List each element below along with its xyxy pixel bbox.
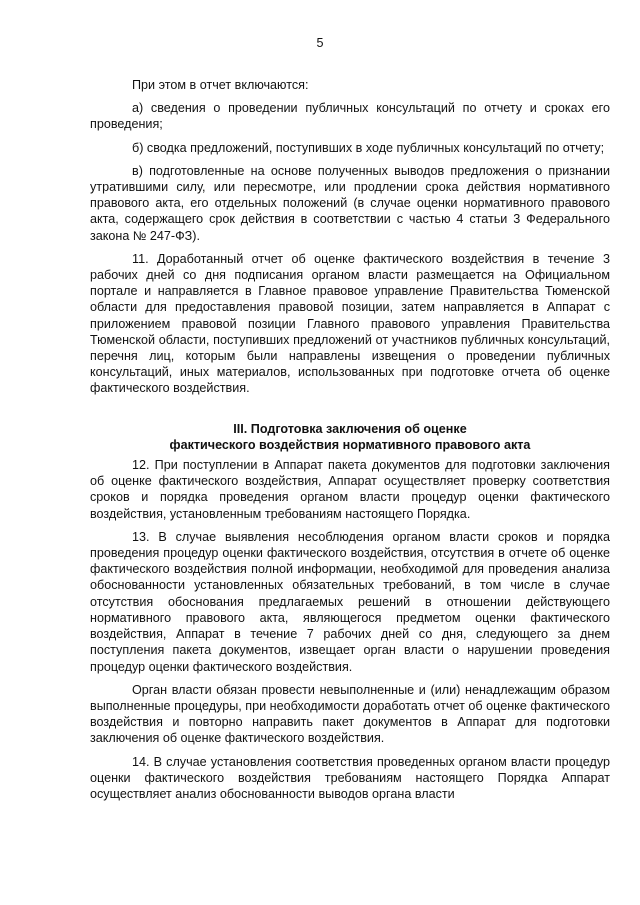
paragraph-item-a: а) сведения о проведении публичных консультаций по отчету и сроках его проведения; [90,101,610,132]
paragraph-intro: При этом в отчет включаются: [132,78,309,92]
section-heading [90,421,610,453]
paragraph-item-b: б) сводка предложений, поступивших в ходе публичных консультаций по отчету; [132,140,605,155]
document-body [90,77,610,809]
section-heading-line-1: III. Подготовка заключения об оценке [233,421,467,436]
paragraph-13: 13. В случае выявления несоблюдения органом власти сроков и порядка проведения процедур оценки фактического воздействия, отсутствия в отчете об оценке фактического воздействия полной информации, необходимой для проведения анализа обоснованности установленных обязательных требований, в том числе в случае отсутствия обоснования предлагаемых решений в отношении действующего нормативного правового акта, являющегося предметом оценки фактического воздействия, Аппарат в течение 7 рабочих дней со дня, следующего за днем поступления пакета документов, извещает орган власти о нарушении проведения процедур оценки фактического воздействия. [90,529,610,674]
paragraph-14: 14. В случае установления соответствия проведенных органом власти процедур оценки фактического воздействия требованиям настоящего Порядка Аппарат осуществляет анализ обоснованности выводов органа власти [90,754,610,801]
paragraph-11: 11. Доработанный отчет об оценке фактического воздействия в течение 3 рабочих дней со дня подписания органом власти размещается на Официальном портале и направляется в Главное правовое управление Правительства Тюменской области для предоставления правовой позиции, затем направляется в Аппарат с приложением правовой позиции Главного правового управления Правительства Тюменской области, поступивших предложений от участников публичных консультаций, перечня лиц, которым были направлены извещения о проведении публичных консультаций, иных материалов, использованных при подготовке отчета об оценке фактического воздействия. [90,251,610,396]
paragraph-12: 12. При поступлении в Аппарат пакета документов для подготовки заключения об оценке фактического воздействия, Аппарат осуществляет проверку соответствия сроков и порядка проведения органом власти процедур оценки фактического воздействия, установленным требованиям настоящего Порядка. [90,458,610,521]
section-heading-line-2: фактического воздействия нормативного правового акта [169,437,531,452]
paragraph-13-continuation: Орган власти обязан провести невыполненные и (или) ненадлежащим образом выполненные процедуры, при необходимости доработать отчет об оценке фактического воздействия и повторно направить пакет документов в Аппарат для подготовки заключения об оценке фактического воздействия. [90,682,610,746]
paragraph-item-v: в) подготовленные на основе полученных выводов предложения о признании утратившими силу, или пересмотре, или продлении срока действия нормативного правового акта, его отдельных положений (в случае оценки нормативного правового акта, содержащего срок действия в соответствии с частью 4 статьи 3 Федерального закона № 247-ФЗ). [90,163,610,243]
page-number: 5 [316,36,324,50]
